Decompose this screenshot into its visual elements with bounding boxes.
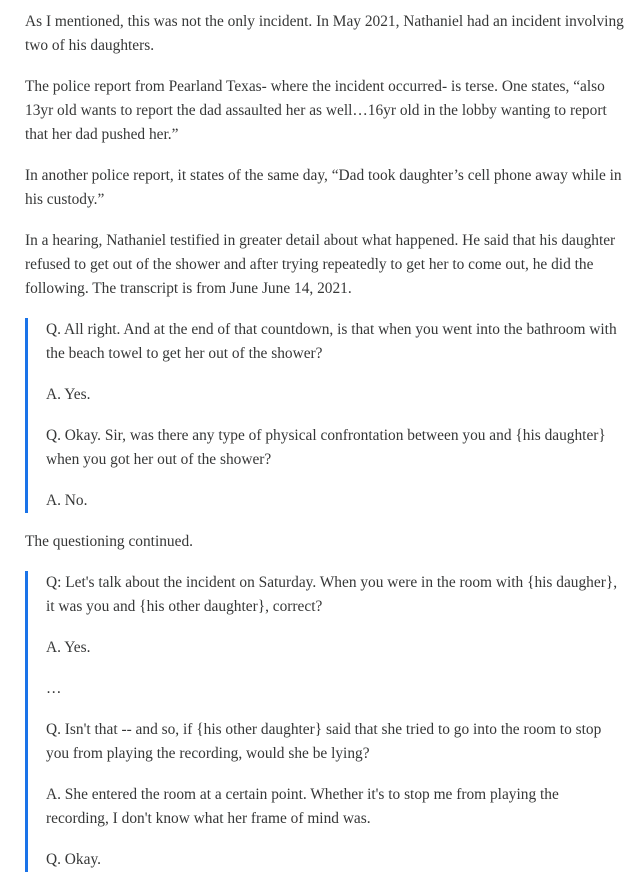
transcript-quote-2 (25, 571, 624, 872)
paragraph-continued: The questioning continued. (25, 533, 193, 550)
paragraph-police-report: The police report from Pearland Texas- where the incident occurred- is terse. One states, “also 13yr old wants to report the dad assaulted her as well…16yr old in the lobby wanting to report that her dad pushed her.” (25, 78, 607, 143)
transcript-quote-1 (25, 318, 624, 513)
paragraph-hearing: In a hearing, Nathaniel testified in greater detail about what happened. He said that his daughter refused to get out of the shower and after trying repeatedly to get her to come out, he did the following. The transcript is from June June 14, 2021. (25, 232, 616, 297)
quote-line: Q: Let's talk about the incident on Saturday. When you were in the room with {his daugher}, it was you and {his other daughter}, correct? (46, 574, 618, 615)
quote-line: Q. Okay. Sir, was there any type of physical confrontation between you and {his daughter} when you got her out of the shower? (46, 427, 606, 468)
quote-line: A. Yes. (46, 639, 91, 656)
paragraph-intro: As I mentioned, this was not the only incident. In May 2021, Nathaniel had an incident involving two of his daughters. (25, 13, 624, 54)
quote-line: Q. All right. And at the end of that countdown, is that when you went into the bathroom with the beach towel to get her out of the shower? (46, 321, 617, 362)
quote-line: A. Yes. (46, 386, 91, 403)
quote-ellipsis: … (46, 680, 62, 697)
quote-line: A. She entered the room at a certain point. Whether it's to stop me from playing the recording, I don't know what her frame of mind was. (46, 786, 559, 827)
quote-line: Q. Okay. (46, 851, 101, 868)
paragraph-second-report: In another police report, it states of the same day, “Dad took daughter’s cell phone away while in his custody.” (25, 167, 622, 208)
quote-line: A. No. (46, 492, 88, 509)
quote-line: Q. Isn't that -- and so, if {his other daughter} said that she tried to go into the room to stop you from playing the recording, would she be lying? (46, 721, 602, 762)
